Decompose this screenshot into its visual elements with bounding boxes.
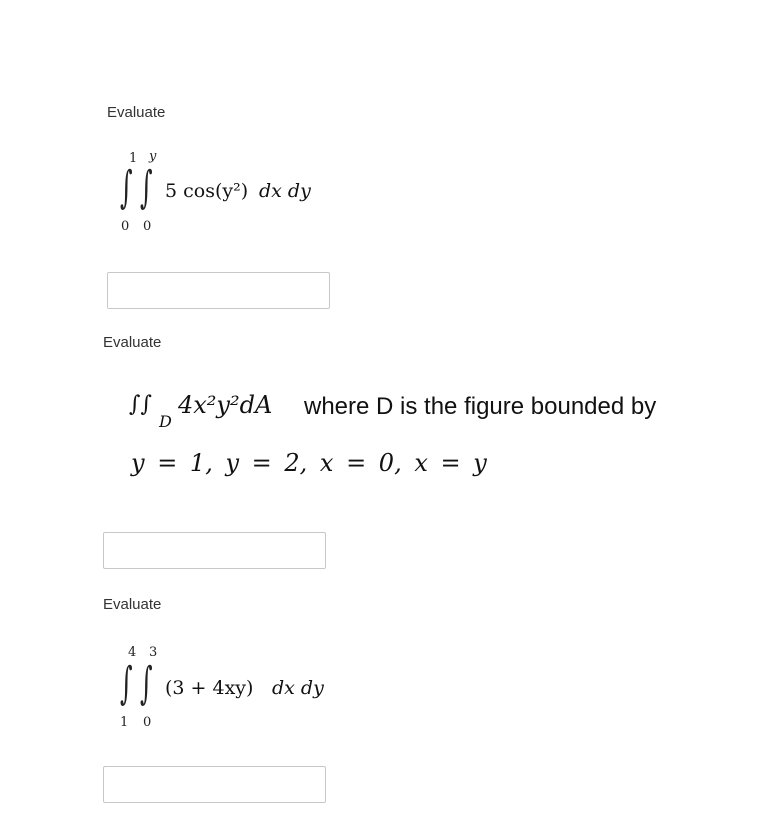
question-1-label: Evaluate <box>107 104 166 121</box>
upper-limit-outer: 4 <box>128 645 137 660</box>
integral-sign-inner: ∫ <box>140 162 153 213</box>
region-statement: where D is the figure bounded by <box>304 393 657 420</box>
upper-limit-inner: 3 <box>149 645 158 660</box>
answer-input-1[interactable] <box>108 273 329 308</box>
double-integral-sign: ∫∫ <box>129 392 152 417</box>
integral-sign-outer: ∫ <box>120 162 133 213</box>
region-bounds: y = 1, y = 2, x = 0, x = y <box>131 449 487 477</box>
integral-sign-inner: ∫ <box>140 658 153 709</box>
lower-limit-outer: 1 <box>120 715 129 730</box>
differentials: dx dy <box>272 677 324 699</box>
answer-input-3[interactable] <box>104 767 325 802</box>
answer-input-2[interactable] <box>104 533 325 568</box>
lower-limit-inner: 0 <box>143 219 152 234</box>
lower-limit-inner: 0 <box>143 715 152 730</box>
integral-sign-outer: ∫ <box>120 658 133 709</box>
differentials: dx dy <box>259 180 311 202</box>
question-3-label: Evaluate <box>103 596 162 613</box>
integrand: (3 + 4xy) <box>165 677 254 699</box>
question-2-label: Evaluate <box>103 334 162 351</box>
answer-field-3[interactable] <box>103 766 326 803</box>
region-subscript: D <box>159 412 172 431</box>
integrand: 4x²y²dA <box>178 391 273 419</box>
answer-field-1[interactable] <box>107 272 330 309</box>
answer-field-2[interactable] <box>103 532 326 569</box>
upper-limit-outer: 1 <box>129 151 138 166</box>
upper-limit-inner: y <box>149 149 157 164</box>
lower-limit-outer: 0 <box>121 219 130 234</box>
integrand: 5 cos(y²) <box>165 180 249 202</box>
